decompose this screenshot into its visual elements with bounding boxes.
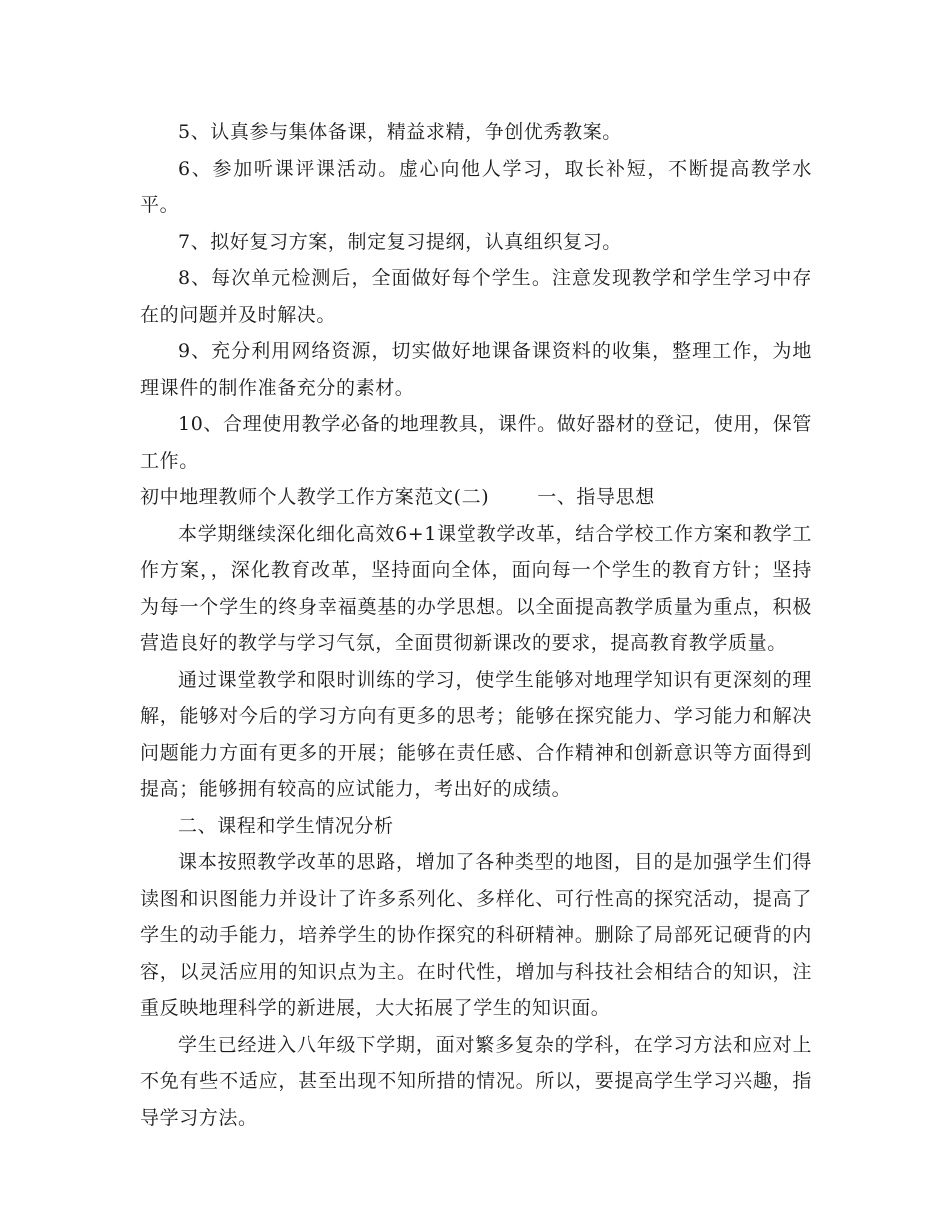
section1-paragraph-1: 本学期继续深化细化高效6+1课堂教学改革，结合学校工作方案和教学工作方案，，深化教育改革，坚持面向全体，面向每一个学生的教育方针；坚持为每一个学生的终身幸福奠基的办学思想。以全面提高教学质量为重点，积极营造良好的教学与学习气氛，全面贯彻新课改的要求，提高教育教学质量。: [140, 522, 812, 654]
list-item-6: 6、参加听课评课活动。虚心向他人学习，取长补短，不断提高教学水平。: [140, 157, 812, 216]
section-title-line: [140, 479, 812, 516]
document-page: [140, 114, 812, 1136]
section2-heading: 二、课程和学生情况分析: [178, 814, 394, 837]
section1-heading: 一、指导思想: [537, 486, 655, 508]
list-item-7: 7、拟好复习方案，制定复习提纲，认真组织复习。: [178, 230, 622, 253]
section2-paragraph-1: 课本按照教学改革的思路，增加了各种类型的地图，目的是加强学生们得读图和识图能力并设计了许多系列化、多样化、可行性高的探究活动，提高了学生的动手能力，培养学生的协作探究的科研精神。删除了局部死记硬背的内容，以灵活应用的知识点为主。在时代性，增加与科技社会相结合的知识，注重反映地理科学的新进展，大大拓展了学生的知识面。: [140, 851, 812, 1019]
list-item-8: 8、每次单元检测后，全面做好每个学生。注意发现教学和学生学习中存在的问题并及时解决。: [140, 267, 812, 326]
section2-paragraph-2: 学生已经进入八年级下学期，面对繁多复杂的学科，在学习方法和应对上不免有些不适应，甚至出现不知所措的情况。所以，要提高学生学习兴趣，指导学习方法。: [140, 1033, 812, 1129]
section-title: 初中地理教师个人教学工作方案范文(二): [140, 486, 490, 508]
list-item-9: 9、充分利用网络资源，切实做好地课备课资料的收集，整理工作，为地理课件的制作准备充分的素材。: [140, 340, 812, 399]
section1-paragraph-2: 通过课堂教学和限时训练的学习，使学生能够对地理学知识有更深刻的理解，能够对今后的学习方向有更多的思考；能够在探究能力、学习能力和解决问题能力方面有更多的开展；能够在责任感、合作精神和创新意识等方面得到提高；能够拥有较高的应试能力，考出好的成绩。: [140, 668, 812, 800]
list-item-10: 10、合理使用教学必备的地理教具，课件。做好器材的登记，使用，保管工作。: [140, 413, 812, 472]
list-item-5: 5、认真参与集体备课，精益求精，争创优秀教案。: [178, 121, 622, 143]
